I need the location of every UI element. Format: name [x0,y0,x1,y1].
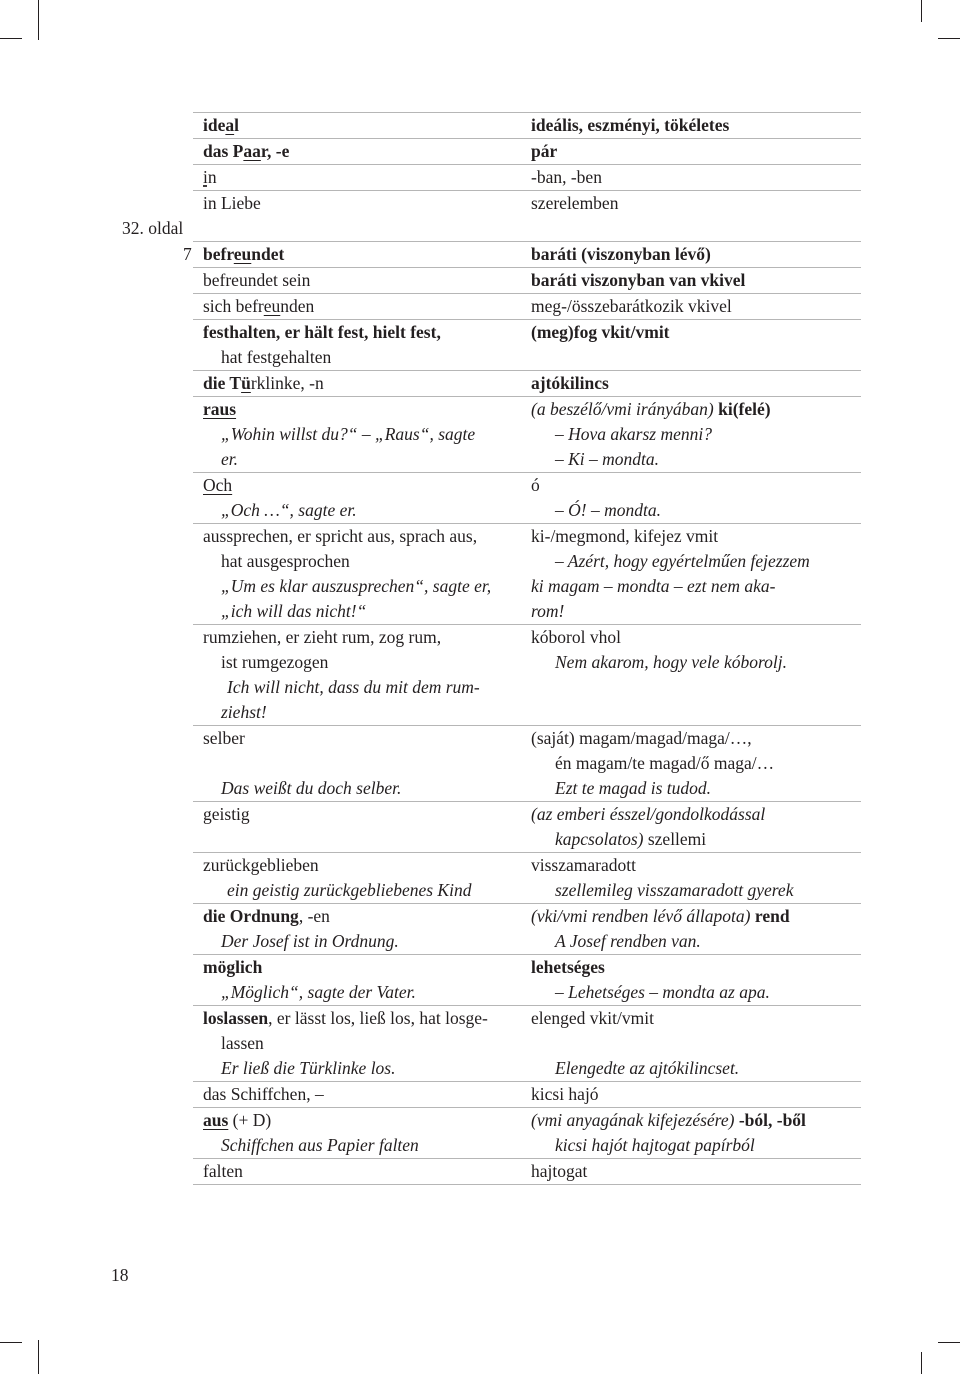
hungarian-example: ki magam – mondta – ezt nem aka- [531,576,776,596]
german-headword: in [203,167,217,187]
hungarian-example: rom! [531,601,565,621]
german-example: ein geistig zurückgebliebenes Kind [227,880,472,900]
german-example: Er ließ die Türklinke los. [221,1058,396,1078]
vocab-entry [193,1159,861,1185]
german-example: „ich will das nicht!“ [221,601,367,621]
vocab-entry [193,294,861,320]
hungarian-translation: (az emberi ésszel/gondolkodással [531,804,766,824]
german-headword: befreundet [203,244,285,264]
german-headword: sich befreunden [203,296,315,316]
hungarian-example: Ezt te magad is tudod. [555,778,712,798]
crop-mark-top-left-v [38,0,39,40]
hungarian-translation: baráti viszonyban van vkivel [531,270,746,290]
german-headword: Och [203,475,233,495]
vocab-entry [193,320,861,371]
hungarian-translation: (vmi anyagának kifejezésére) -ból, -ből [531,1110,806,1130]
hungarian-translation: ki-/megmond, kifejez vmit [531,526,719,546]
german-forms: ist rumgezogen [221,652,329,672]
vocab-entry [193,371,861,397]
german-headword: aus (+ D) [203,1110,272,1130]
hungarian-example: – Ki – mondta. [555,449,660,469]
german-headword: rumziehen, er zieht rum, zog rum, [203,627,442,647]
vocab-entry [193,191,861,216]
german-headword: selber [203,728,245,748]
german-example: Der Josef ist in Ordnung. [221,931,399,951]
vocab-entry [193,955,861,1006]
german-headword: geistig [203,804,250,824]
german-example: Schiffchen aus Papier falten [221,1135,419,1155]
vocab-entry [193,165,861,191]
hungarian-example: Nem akarom, hogy vele kóborolj. [555,652,787,672]
crop-mark-top-right-v [921,0,922,22]
hungarian-translation: lehetséges [531,957,605,977]
hungarian-translation: (meg)fog vkit/vmit [531,322,670,342]
crop-mark-bottom-right-v [921,1352,922,1374]
german-example: „Wohin willst du?“ – „Raus“, sagte [221,424,476,444]
hungarian-translation: kapcsolatos) szellemi [555,829,707,849]
vocab-entry [193,473,861,524]
german-headword: zurückgeblieben [203,855,319,875]
hungarian-translation: (vki/vmi rendben lévő állapota) rend [531,906,790,926]
vocab-entry [193,139,861,165]
german-headword: die Türklinke, -n [203,373,324,393]
hungarian-example: Elengedte az ajtókilincset. [555,1058,740,1078]
hungarian-translation: ajtókilincs [531,373,609,393]
vocab-entry [193,268,861,294]
page-number: 18 [111,1265,129,1285]
section-page-label: 32. oldal [122,218,184,238]
crop-mark-bottom-left-h [0,1342,22,1343]
vocab-entry [193,726,861,802]
hungarian-translation: baráti (viszonyban lévő) [531,244,711,264]
german-headword: falten [203,1161,243,1181]
vocabulary-glossary [122,112,861,1185]
hungarian-example: – Lehetséges – mondta az apa. [555,982,770,1002]
hungarian-example: A Josef rendben van. [555,931,701,951]
entry-number: 7 [183,244,192,264]
hungarian-translation: ideális, eszményi, tökéletes [531,115,730,135]
hungarian-translation: én magam/te magad/ő maga/… [555,753,775,773]
german-forms: lassen [221,1033,264,1053]
crop-mark-bottom-right-h [938,1342,960,1343]
vocab-entry [193,1006,861,1082]
vocab-entry [193,625,861,726]
hungarian-translation: ó [531,475,540,495]
hungarian-translation: hajtogat [531,1161,588,1181]
hungarian-example: – Hova akarsz menni? [555,424,712,444]
hungarian-example: – Ó! – mondta. [555,500,661,520]
hungarian-translation: elenged vkit/vmit [531,1008,654,1028]
german-example: „Um es klar auszusprechen“, sagte er, [221,576,492,596]
german-example: ziehst! [221,702,267,722]
hungarian-translation: -ban, -ben [531,167,602,187]
vocab-entry [193,904,861,955]
german-example: er. [221,449,239,469]
german-forms: hat ausgesprochen [221,551,350,571]
crop-mark-bottom-left-v [38,1340,39,1374]
german-headword: das Schiffchen, – [203,1084,324,1104]
hungarian-example: kicsi hajót hajtogat papírból [555,1135,755,1155]
hungarian-translation: meg-/összebarátkozik vkivel [531,296,732,316]
vocab-entry [193,1082,861,1108]
german-headword: die Ordnung, -en [203,906,330,926]
german-headword: in Liebe [203,193,261,213]
hungarian-translation: szerelemben [531,193,619,213]
hungarian-translation: pár [531,141,558,161]
german-headword: das Paar, -e [203,141,290,161]
vocab-entry [193,1108,861,1159]
vocab-entry [193,524,861,625]
vocab-entry [183,241,861,268]
vocab-entry [193,802,861,853]
crop-mark-top-right-h [938,38,960,39]
hungarian-example: – Azért, hogy egyértelműen fejezzem [555,551,810,571]
german-example: „Och …“, sagte er. [221,500,357,520]
vocab-entry [193,853,861,904]
german-headword: aussprechen, er spricht aus, sprach aus, [203,526,478,546]
german-forms: hat festgehalten [221,347,332,367]
german-headword: möglich [203,957,263,977]
german-headword: befreundet sein [203,270,311,290]
hungarian-translation: kicsi hajó [531,1084,599,1104]
german-headword: festhalten, er hält fest, hielt fest, [203,322,441,342]
german-headword: loslassen, er lässt los, ließ los, hat losge- [203,1008,488,1028]
hungarian-translation: (saját) magam/magad/maga/…, [531,728,752,748]
crop-mark-top-left-h [0,38,22,39]
hungarian-example: szellemileg visszamaradott gyerek [555,880,794,900]
german-headword: raus [203,399,237,419]
hungarian-translation: (a beszélő/vmi irányában) ki(felé) [531,399,771,419]
vocab-entry [193,397,861,473]
german-example: Das weißt du doch selber. [221,778,402,798]
hungarian-translation: visszamaradott [531,855,636,875]
section-row [122,216,861,241]
german-headword: ideal [203,115,239,135]
german-example: „Möglich“, sagte der Vater. [221,982,416,1002]
hungarian-translation: kóborol vhol [531,627,621,647]
vocab-entry [193,112,861,139]
german-example: Ich will nicht, dass du mit dem rum- [227,677,480,697]
